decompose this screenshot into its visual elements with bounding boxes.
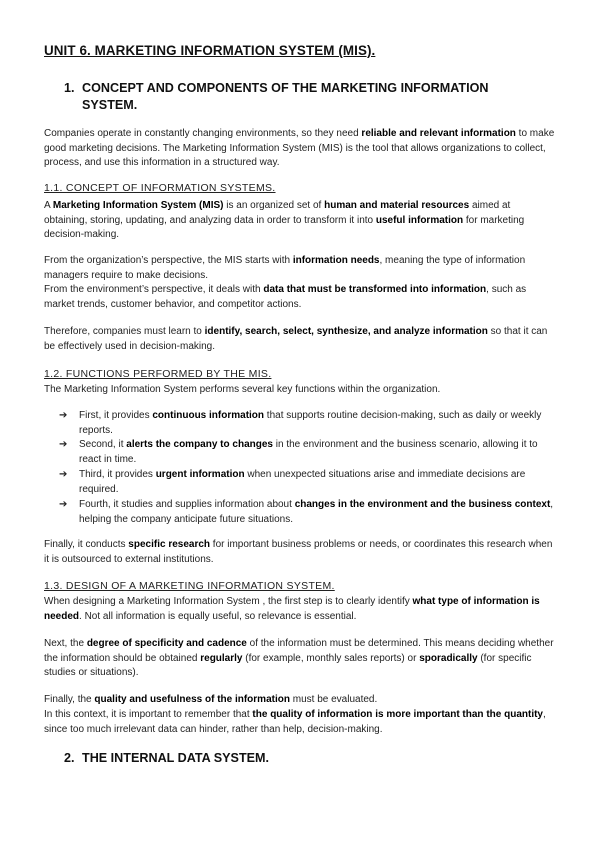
functions-closing-paragraph: Finally, it conducts specific research for important business problems or needs, or coordinates this research when it is outsourced to external institutions. [44,539,553,565]
document-title: UNIT 6. MARKETING INFORMATION SYSTEM (MIS). [44,43,376,58]
subsection-1-2-heading: 1.2. FUNCTIONS PERFORMED BY THE MIS. [44,368,272,380]
section-number: 1. [64,81,75,95]
section-title: THE INTERNAL DATA SYSTEM. [82,751,270,765]
organization-perspective-paragraph: From the organization’s perspective, the MIS starts with information needs, meaning the type of information managers require to make decisions. [44,255,526,281]
subsection-1-1-heading: 1.1. CONCEPT OF INFORMATION SYSTEMS. [44,182,276,194]
document-page: UNIT 6. MARKETING INFORMATION SYSTEM (MIS). 1. CONCEPT AND COMPONENTS OF THE MARKETING INFORMATION SYSTEM. Companies operate in constantly changing environments, so they need reliable and relevant information to make good marketing decisions. The Marketing Information System (MIS) is the tool that allows organizations to collect, process, and use this information in a structured way. 1.1. CONCEPT OF INFORMATION SYSTEMS. A Marketing Information System (MIS) is an organized set of human and material resources aimed at obtaining, storing, updating, and analyzing data in order to transform it into useful information for marketing decision-making. From the organization’s perspective, the MIS starts with information needs, meaning the type of information managers require to make decisions. From the environment’s perspective, it deals with data that must be transformed into information, such as market trends, customer behavior, and competitor actions. Therefore, companies must learn to identify, search, select, synthesize, and analyze information so that it can be effectively used in decision-making. 1.2. FUNCTIONS PERFORMED BY THE MIS. The Marketing Information System performs several key functions within the organization. ➔ First, it provides continuous information that supports routine decision-making, such as daily or weekly reports. ➔ Second, it alerts the company to changes in the environment and the business scenario, allowing it to react in time. ➔ Third, it provides urgent information when unexpected situations arise and immediate decisions are required. ➔ Fourth, it studies and supplies information about changes in the environment and the business context, helping the company anticipate future situations. Finally, it conducts specific research for important business problems or needs, or coordinates this research when it is outsourced to external institutions. 1.3. DESIGN OF A MARKETING INFORMATION SYSTEM. When designing a Marketing Information System , the first step is to clearly identify what type of information is needed. Not all information is equally useful, so relevance is essential. Next, the degree of specificity and cadence of the information must be determined. This means deciding whether the information should be obtained regularly (for example, monthly sales reports) or sporadically (for specific studies or situations). Finally, the quality and usefulness of the information must be evaluated. In this context, it is important to remember that the quality of information is more important than the quantity, since too much irrelevant data can hinder, rather than help, decision-making. 2. THE INTERNAL DATA SYSTEM. [44,43,555,765]
functions-intro-paragraph: The Marketing Information System performs several key functions within the organization. [44,384,441,395]
design-step-3-paragraph: Finally, the quality and usefulness of the information must be evaluated. [44,694,378,705]
mis-definition-paragraph: A Marketing Information System (MIS) is an organized set of human and material resources aimed at obtaining, storing, updating, and analyzing data in order to transform it into useful information for marketing decision-making. [44,200,525,241]
arrow-bullet-icon: ➔ [59,469,68,480]
arrow-bullet-icon: ➔ [59,499,68,510]
intro-paragraph: Companies operate in constantly changing environments, so they need reliable and relevant information to make good marketing decisions. The Marketing Information System (MIS) is the tool that allows organizations to collect, process, and use this information in a structured way. [44,128,555,169]
environment-perspective-paragraph: From the environment’s perspective, it deals with data that must be transformed into information, such as market trends, customer behavior, and competitor actions. [44,284,527,310]
section-number: 2. [64,751,75,765]
arrow-bullet-icon: ➔ [59,410,68,421]
section-title: CONCEPT AND COMPONENTS OF THE MARKETING INFORMATION SYSTEM. [82,81,489,112]
subsection-1-3-heading: 1.3. DESIGN OF A MARKETING INFORMATION SYSTEM. [44,580,335,592]
design-step-1-paragraph: When designing a Marketing Information System , the first step is to clearly identify what type of information is needed. Not all information is equally useful, so relevance is essential. [44,596,540,622]
quality-over-quantity-paragraph: In this context, it is important to remember that the quality of information is more important than the quantity, since too much irrelevant data can hinder, rather than help, decision-making. [44,709,546,735]
therefore-paragraph: Therefore, companies must learn to identify, search, select, synthesize, and analyze information so that it can be effectively used in decision-making. [44,326,548,352]
design-step-2-paragraph: Next, the degree of specificity and cadence of the information must be determined. This means deciding whether the information should be obtained regularly (for example, monthly sales reports) or sporadically (for specific studies or situations). [44,638,554,679]
arrow-bullet-icon: ➔ [59,439,68,450]
